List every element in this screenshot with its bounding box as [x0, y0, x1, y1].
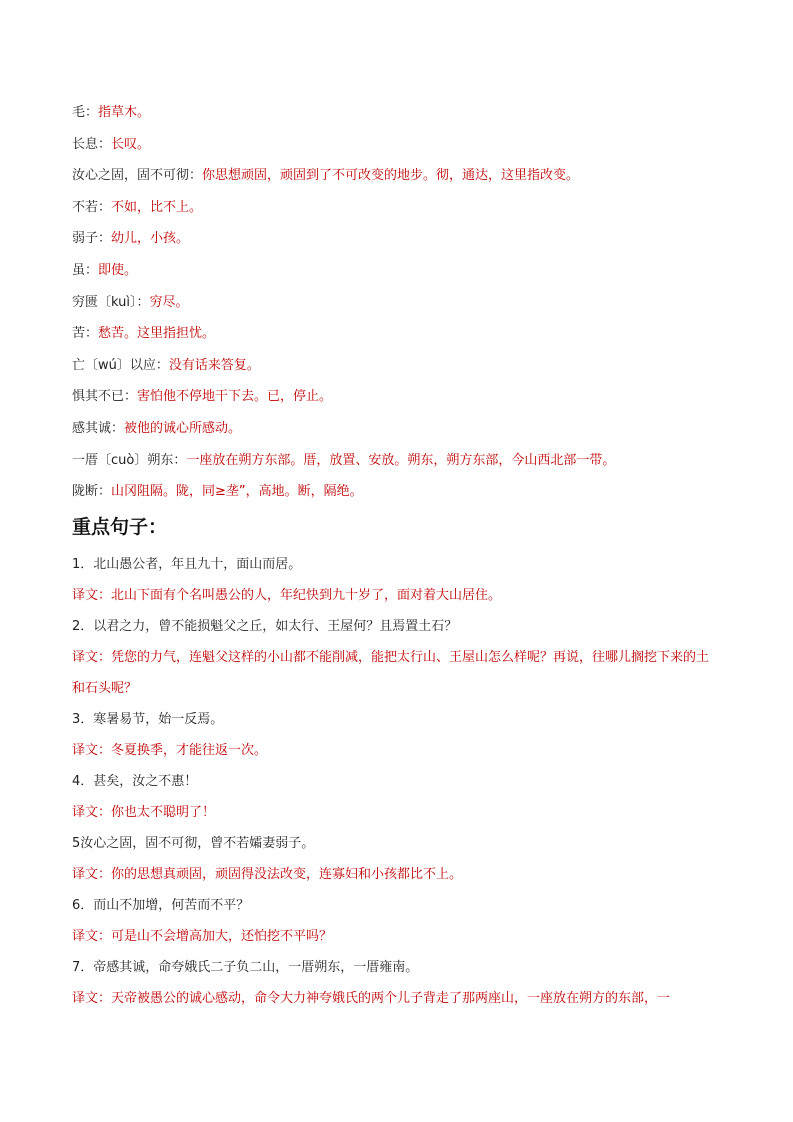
glossary-list	[72, 97, 752, 508]
sentence-translation	[72, 642, 720, 704]
glossary-item	[72, 223, 752, 255]
glossary-separator: ：	[98, 484, 112, 500]
glossary-separator: ：	[98, 199, 112, 215]
glossary-separator: ：	[98, 231, 112, 247]
glossary-definition: 指草木。	[98, 105, 151, 120]
sentence-original: 7．帝感其诚，命夸娥氏二子负二山，一厝朔东，一厝雍南。	[72, 960, 419, 975]
glossary-separator: ：	[155, 357, 169, 373]
glossary-definition: 穷尽。	[149, 294, 189, 310]
glossary-separator: ：	[98, 136, 112, 152]
translation-label: 译文：	[72, 650, 112, 665]
sentence-original: 5汝心之固，固不可彻，曾不若孀妻弱子。	[72, 836, 315, 851]
glossary-definition: 没有话来答复。	[168, 357, 260, 373]
glossary-separator: ：	[85, 326, 99, 342]
glossary-definition: 你思想顽固，顽固到了不可改变的地步。彻，通达，这里指改变。	[202, 168, 580, 184]
glossary-term: 不若	[72, 199, 99, 215]
glossary-term: 长息	[72, 136, 99, 152]
glossary-separator: ：	[173, 452, 187, 468]
glossary-definition: 一座放在朔方东部。厝，放置、安放。朔东，朔方东部，今山西北部一带。	[186, 452, 616, 468]
glossary-item	[72, 160, 752, 192]
glossary-item	[72, 350, 752, 382]
glossary-item	[72, 97, 752, 129]
glossary-term: 穷匮〔kuì〕	[72, 294, 137, 310]
glossary-term: 陇断	[72, 484, 99, 500]
sentence-translation	[72, 580, 720, 611]
translation-text: 冬夏换季，才能往返一次。	[111, 743, 268, 758]
glossary-definition: 愁苦。这里指担忧。	[98, 326, 216, 342]
sentence-translation	[72, 859, 720, 890]
glossary-term: 毛	[72, 105, 86, 120]
glossary-definition: 幼儿，小孩。	[111, 231, 190, 247]
glossary-separator: ：	[189, 168, 203, 184]
translation-text: 你也太不聪明了！	[111, 805, 216, 820]
translation-label: 译文：	[72, 867, 112, 882]
sentence-original: 3．寒暑易节，始一反焉。	[72, 712, 224, 727]
glossary-definition: 害怕他不停地干下去。已，停止。	[137, 389, 333, 405]
glossary-item	[72, 129, 752, 161]
glossary-item	[72, 287, 752, 319]
glossary-separator: ：	[124, 389, 138, 405]
glossary-term: 亡〔wú〕以应	[72, 357, 156, 373]
glossary-definition: 即使。	[98, 262, 138, 278]
glossary-item	[72, 381, 752, 413]
glossary-item	[72, 476, 752, 508]
glossary-term: 感其诚	[72, 420, 112, 436]
glossary-definition: 不如，比不上。	[111, 199, 203, 215]
sentence-original: 6．而山不加增，何苦而不平？	[72, 898, 250, 913]
glossary-term: 汝心之固，固不可彻	[72, 168, 190, 184]
glossary-definition: 被他的诚心所感动。	[124, 420, 242, 436]
glossary-item	[72, 413, 752, 445]
translation-label: 译文：	[72, 929, 112, 944]
glossary-term: 苦	[72, 326, 86, 342]
sentence-original: 2．以君之力，曾不能损魁父之丘，如太行、王屋何？且焉置土石？	[72, 619, 458, 634]
sentence-translation	[72, 921, 720, 952]
glossary-definition: 长叹。	[111, 136, 151, 152]
translation-label: 译文：	[72, 805, 112, 820]
glossary-definition: 山冈阻隔。陇，同≥垄”，高地。断，隔绝。	[111, 484, 363, 500]
glossary-separator: ：	[136, 294, 150, 310]
glossary-item	[72, 445, 752, 477]
translation-label: 译文：	[72, 743, 112, 758]
glossary-term: 弱子	[72, 231, 99, 247]
glossary-item	[72, 192, 752, 224]
sentence-original: 1．北山愚公者，年且九十，面山而居。	[72, 557, 302, 572]
glossary-term: 虽	[72, 262, 86, 278]
glossary-separator: ：	[111, 420, 125, 436]
key-sentences	[72, 549, 720, 1014]
sentence-translation	[72, 983, 720, 1014]
translation-label: 译文：	[72, 991, 112, 1006]
glossary-item	[72, 318, 752, 350]
translation-text: 天帝被愚公的诚心感动，命令大力神夸娥氏的两个儿子背走了那两座山，一座放在朔方的东部，一	[111, 991, 671, 1006]
translation-text: 北山下面有个名叫愚公的人，年纪快到九十岁了，面对着大山居住。	[111, 588, 502, 603]
sentence-translation	[72, 735, 720, 766]
section-title: 重点句子：	[72, 516, 168, 538]
glossary-separator: ：	[85, 105, 99, 120]
sentence-original: 4．甚矣，汝之不惠！	[72, 774, 198, 789]
sentence-translation	[72, 797, 720, 828]
glossary-term: 惧其不已	[72, 389, 125, 405]
translation-text: 凭您的力气，连魁父这样的小山都不能削减，能把太行山、王屋山怎么样呢？再说，往哪儿搁挖下来的土和石头呢？	[72, 650, 710, 696]
glossary-item	[72, 255, 752, 287]
translation-label: 译文：	[72, 588, 112, 603]
glossary-separator: ：	[85, 262, 99, 278]
translation-text: 你的思想真顽固，顽固得没法改变，连寡妇和小孩都比不上。	[111, 867, 463, 882]
translation-text: 可是山不会增高加大，还怕挖不平吗？	[111, 929, 333, 944]
glossary-term: 一厝〔cuò〕朔东	[72, 452, 174, 468]
